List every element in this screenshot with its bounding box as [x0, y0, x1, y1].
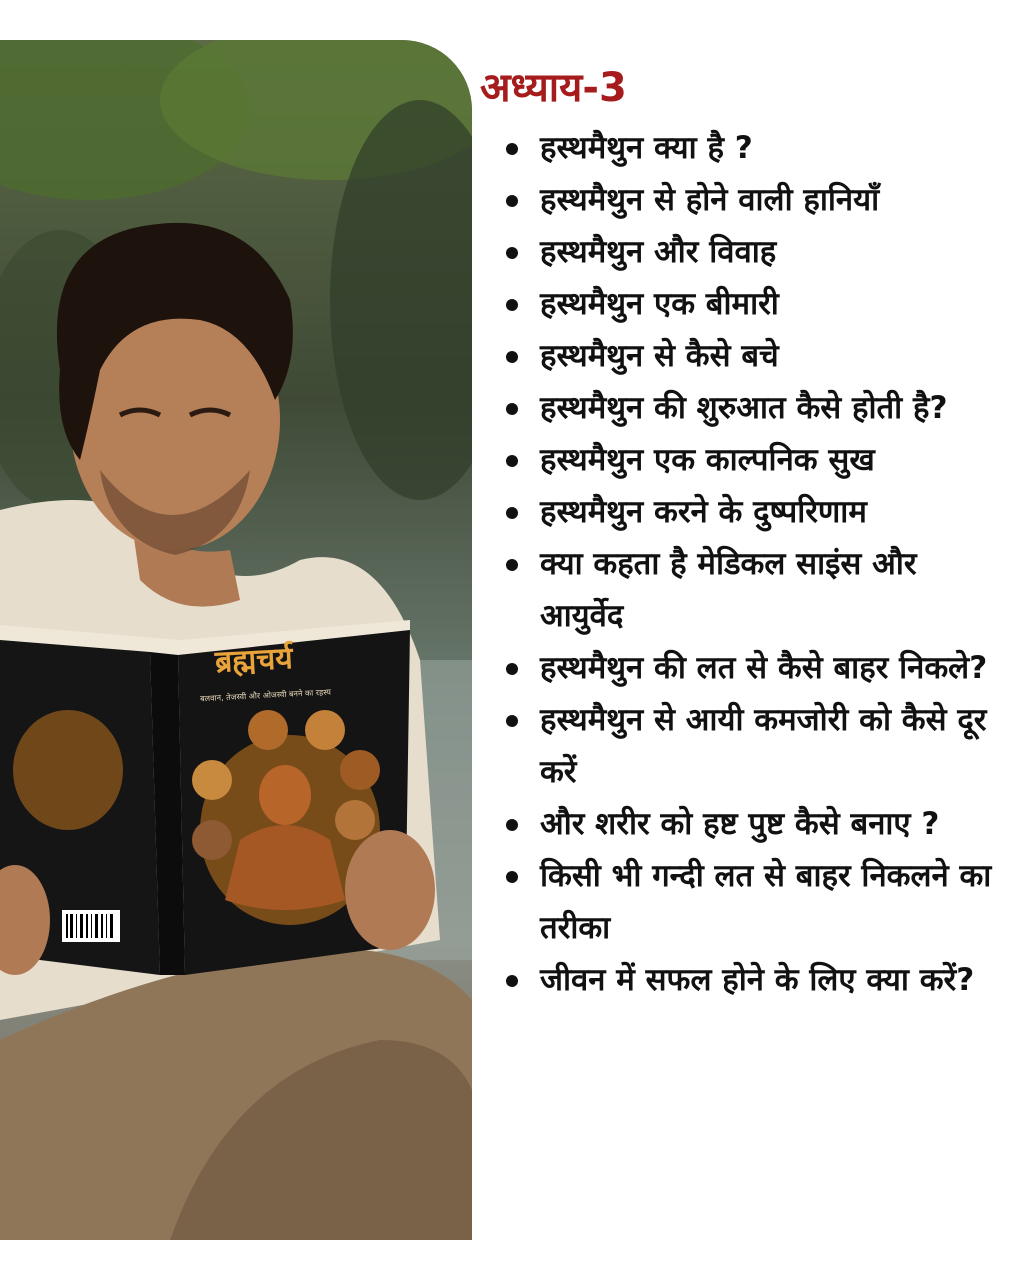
topic-item — [478, 434, 1008, 486]
topic-text: जीवन में सफल होने के लिए क्या करें? — [540, 962, 975, 998]
chapter-content — [478, 62, 1008, 1006]
topic-item — [478, 174, 1008, 226]
topic-item — [478, 798, 1008, 850]
topic-text: हस्थमैथुन से होने वाली हानियाँ — [540, 182, 880, 218]
bullet-icon — [506, 143, 518, 155]
bullet-icon — [506, 715, 518, 727]
bullet-icon — [506, 975, 518, 987]
bullet-icon — [506, 195, 518, 207]
bullet-icon — [506, 819, 518, 831]
book-cover-subtitle: बलवान, तेजस्वी और ओजस्वी बनने का रहस्य — [199, 687, 332, 704]
topic-text: हस्थमैथुन की शुरुआत कैसे होती है? — [540, 390, 948, 426]
topic-text: क्या कहता है मेडिकल साइंस और आयुर्वेद — [540, 546, 917, 634]
topic-text: हस्थमैथुन क्या है ? — [540, 130, 753, 166]
bullet-icon — [506, 299, 518, 311]
topic-item — [478, 954, 1008, 1006]
book-cover-title: ब्रह्मचर्य — [214, 640, 294, 681]
bullet-icon — [506, 871, 518, 883]
bullet-icon — [506, 559, 518, 571]
cover-photo — [0, 40, 472, 1240]
topic-list — [478, 122, 1008, 1006]
topic-text: हस्थमैथुन करने के दुष्परिणाम — [540, 494, 867, 530]
topic-item — [478, 694, 1008, 798]
topic-item — [478, 226, 1008, 278]
bullet-icon — [506, 403, 518, 415]
bullet-icon — [506, 507, 518, 519]
topic-text: हस्थमैथुन से आयी कमजोरी को कैसे दूर करें — [540, 702, 987, 790]
topic-item — [478, 642, 1008, 694]
bullet-icon — [506, 663, 518, 675]
topic-item — [478, 850, 1008, 954]
topic-item — [478, 330, 1008, 382]
topic-text: हस्थमैथुन एक बीमारी — [540, 286, 779, 322]
bullet-icon — [506, 455, 518, 467]
topic-text: हस्थमैथुन और विवाह — [540, 234, 777, 270]
bullet-icon — [506, 247, 518, 259]
topic-text: किसी भी गन्दी लत से बाहर निकलने का तरीका — [540, 858, 992, 946]
topic-item — [478, 278, 1008, 330]
topic-item — [478, 486, 1008, 538]
topic-text: हस्थमैथुन एक काल्पनिक सुख — [540, 442, 875, 478]
topic-text: हस्थमैथुन से कैसे बचे — [540, 338, 779, 374]
topic-text: हस्थमैथुन की लत से कैसे बाहर निकले? — [540, 650, 988, 686]
topic-item — [478, 538, 1008, 642]
topic-item — [478, 122, 1008, 174]
bullet-icon — [506, 351, 518, 363]
topic-item — [478, 382, 1008, 434]
chapter-title: अध्याय-3 — [480, 65, 627, 111]
topic-text: और शरीर को हष्ट पुष्ट कैसे बनाए ? — [540, 806, 940, 842]
